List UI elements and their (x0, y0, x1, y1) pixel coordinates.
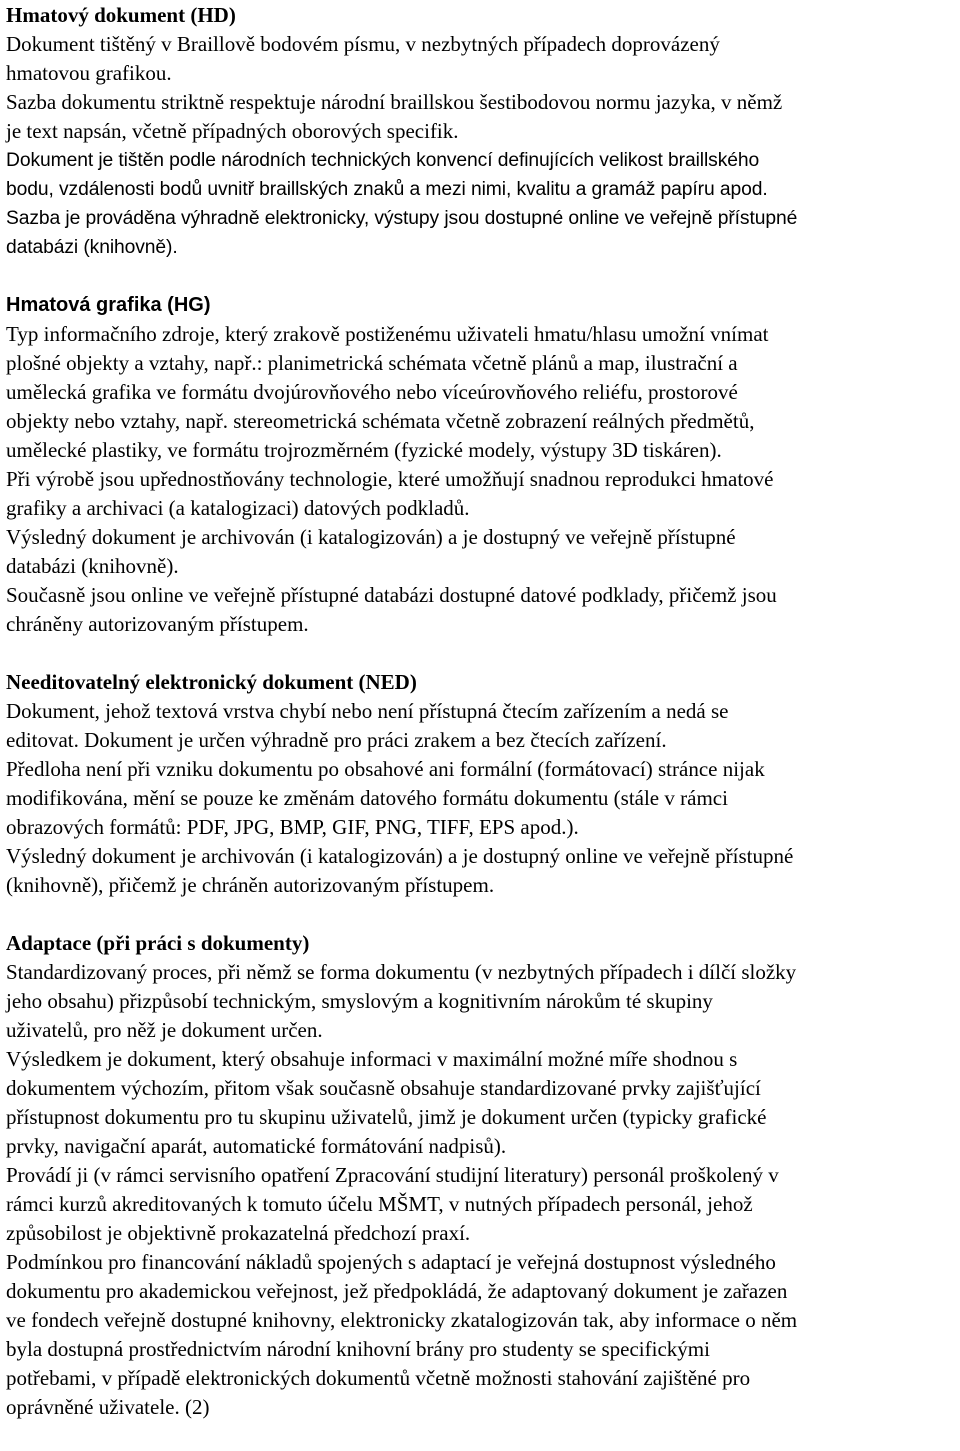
paragraph: Výsledný dokument je archivován (i katalogizován) a je dostupný online ve veřejně přístupné (knihovně), přičemž je chráněn autorizovaným přístupem. (6, 844, 794, 897)
paragraph: Při výrobě jsou upřednostňovány technologie, které umožňují snadnou reprodukci hmatové grafiky a archivaci (a katalogizaci) datových podkladů. (6, 467, 774, 520)
section-heading: Adaptace (při práci s dokumenty) (6, 931, 310, 955)
paragraph: Sazba dokumentu striktně respektuje národní braillskou šestibodovou normu jazyka, v němž je text napsán, včetně případných oborových specifik. (6, 90, 783, 143)
paragraph: Standardizovaný proces, při němž se forma dokumentu (v nezbytných případech i dílčí složky jeho obsahu) přizpůsobí technickým, smyslovým a kognitivním nárokům té skupiny uživatelů, pro něž je dokument určen. (6, 960, 797, 1042)
paragraph: Výsledkem je dokument, který obsahuje informaci v maximální možné míře shodnou s dokumentem výchozím, přitom však současně obsahuje standardizované prvky zajišťující přístupnost dokumentu pro tu skupinu uživatelů, jimž je dokument určen (typicky grafické prvky, navigační aparát, automatické formátování nadpisů). (6, 1047, 767, 1158)
section-adaptace (6, 929, 956, 1422)
paragraph: Výsledný dokument je archivován (i katalogizován) a je dostupný ve veřejně přístupné databázi (knihovně). (6, 525, 736, 578)
paragraph: Dokument, jehož textová vrstva chybí nebo není přístupná čtecím zařízením a nedá se editovat. Dokument je určen výhradně pro práci zrakem a bez čtecích zařízení. (6, 699, 729, 752)
section-heading: Hmatová grafika (HG) (6, 294, 211, 316)
section-heading: Needitovatelný elektronický dokument (NED) (6, 670, 417, 694)
paragraph: Dokument je tištěn podle národních technických konvencí definujících velikost braillského bodu, vzdálenosti bodů uvnitř braillských znaků a mezi nimi, kvalitu a gramáž papíru apod. (6, 150, 768, 200)
document-page (6, 1, 956, 1451)
paragraph: Typ informačního zdroje, který zrakově postiženému uživateli hmatu/hlasu umožní vnímat plošné objekty a vztahy, např.: planimetrická schémata včetně plánů a map, ilustrační a umělecká grafika ve formátu dvojúrovňového nebo víceúrovňového reliéfu, prostorové objekty nebo vztahy, např. stereometrická schémata včetně zobrazení reálných předmětů, umělecké plastiky, ve formátu trojrozměrném (fyzické modely, výstupy 3D tiskáren). (6, 322, 769, 462)
section-hmatova-grafika (6, 291, 956, 639)
paragraph: Sazba je prováděna výhradně elektronicky, výstupy jsou dostupné online ve veřejně přístupné databázi (knihovně). (6, 208, 798, 258)
paragraph: Dokument tištěný v Braillově bodovém písmu, v nezbytných případech doprovázený hmatovou grafikou. (6, 32, 720, 85)
paragraph: Podmínkou pro financování nákladů spojených s adaptací je veřejná dostupnost výsledného dokumentu pro akademickou veřejnost, jež předpokládá, že adaptovaný dokument je zařazen ve fondech veřejně dostupné knihovny, elektronicky zkatalogizován tak, aby informace o něm byla dostupná prostřednictvím národní knihovní brány pro studenty se specifickými potřebami, v případě elektronických dokumentů včetně možnosti stahování zajištěné pro oprávněné uživatele. (2) (6, 1250, 798, 1419)
section-hmatovy-dokument (6, 1, 956, 262)
section-heading: Hmatový dokument (HD) (6, 3, 236, 27)
section-needitovatelny-dokument (6, 668, 956, 900)
paragraph: Předloha není při vzniku dokumentu po obsahové ani formální (formátovací) stránce nijak modifikována, mění se pouze ke změnám datového formátu dokumentu (stále v rámci obrazových formátů: PDF, JPG, BMP, GIF, PNG, TIFF, EPS apod.). (6, 757, 765, 839)
paragraph: Provádí ji (v rámci servisního opatření Zpracování studijní literatury) personál proškolený v rámci kurzů akreditovaných k tomuto účelu MŠMT, v nutných případech personál, jehož způsobilost je objektivně prokazatelná předchozí praxí. (6, 1163, 779, 1245)
paragraph: Současně jsou online ve veřejně přístupné databázi dostupné datové podklady, přičemž jsou chráněny autorizovaným přístupem. (6, 583, 777, 636)
